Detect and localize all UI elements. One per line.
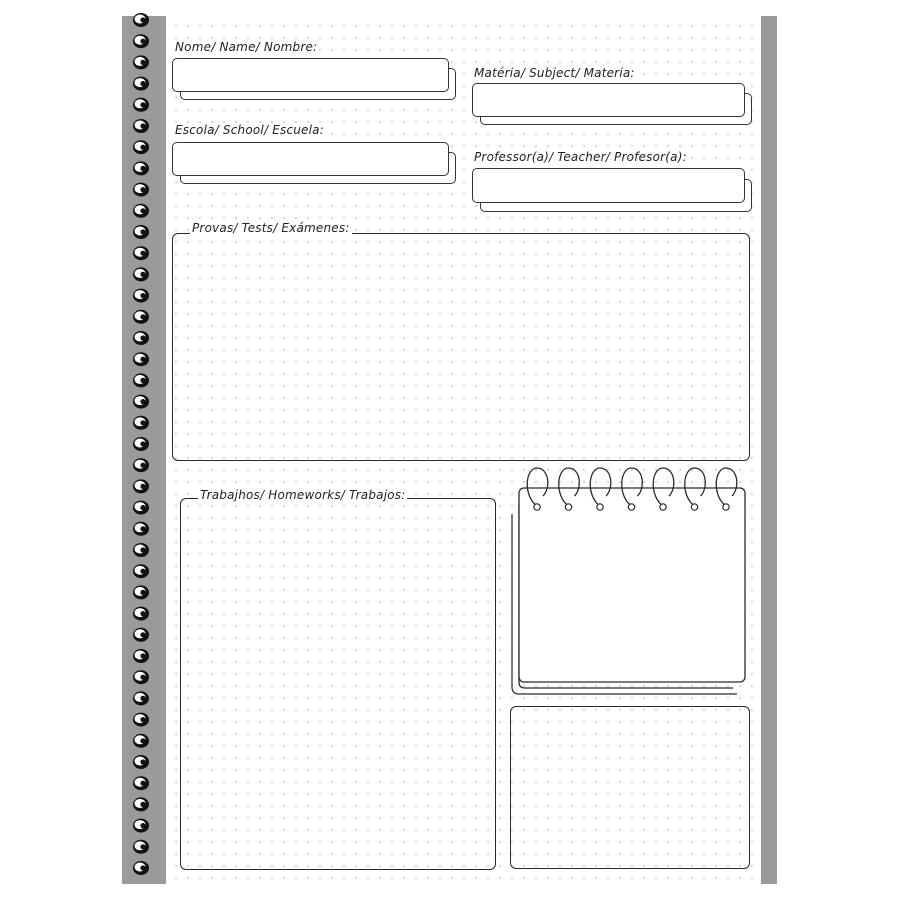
spiral-ring	[133, 649, 149, 663]
spiral-ring	[133, 543, 149, 557]
tests-label: Provas/ Tests/ Exámenes:	[192, 221, 350, 235]
school-label: Escola/ School/ Escuela:	[175, 123, 324, 137]
spiral-ring	[133, 522, 149, 536]
spiral-ring	[133, 246, 149, 260]
spiral-ring	[133, 183, 149, 197]
spiral-ring	[133, 713, 149, 727]
spiral-ring	[133, 352, 149, 366]
tests-box[interactable]	[172, 233, 750, 461]
right-edge-strip	[761, 16, 777, 884]
spiral-ring	[133, 607, 149, 621]
homework-label: Trabajhos/ Homeworks/ Trabajos:	[200, 488, 406, 502]
spiral-ring	[133, 840, 149, 854]
spiral-ring	[133, 479, 149, 493]
spiral-ring	[133, 13, 149, 27]
spiral-ring	[133, 98, 149, 112]
spiral-ring	[133, 77, 149, 91]
name-field[interactable]	[172, 58, 456, 102]
spiral-ring	[133, 734, 149, 748]
spiral-ring	[133, 395, 149, 409]
spiral-ring	[133, 310, 149, 324]
spiral-ring	[133, 585, 149, 599]
teacher-label: Professor(a)/ Teacher/ Profesor(a):	[474, 150, 687, 164]
spiral-ring	[133, 416, 149, 430]
spiral-ring	[133, 331, 149, 345]
spiral-ring	[133, 776, 149, 790]
subject-label: Matéria/ Subject/ Materia:	[474, 66, 635, 80]
name-label: Nome/ Name/ Nombre:	[175, 40, 318, 54]
spiral-ring	[133, 691, 149, 705]
spiral-ring	[133, 861, 149, 875]
spiral-ring	[133, 755, 149, 769]
spiral-ring	[133, 225, 149, 239]
notes-box[interactable]	[510, 706, 750, 869]
spiral-ring	[133, 501, 149, 515]
spiral-ring	[133, 161, 149, 175]
spiral-ring	[133, 34, 149, 48]
spiral-ring	[133, 819, 149, 833]
teacher-field[interactable]	[472, 168, 752, 214]
spiral-ring	[133, 289, 149, 303]
spiral-ring	[133, 204, 149, 218]
spiral-ring	[133, 140, 149, 154]
spiral-binding-icon	[126, 10, 156, 890]
spiral-ring	[133, 437, 149, 451]
spiral-ring	[133, 55, 149, 69]
homework-box[interactable]	[180, 498, 496, 870]
spiral-ring	[133, 373, 149, 387]
spiral-ring	[133, 670, 149, 684]
subject-field[interactable]	[472, 83, 752, 127]
spiral-ring	[133, 119, 149, 133]
spiral-notepad-icon[interactable]	[505, 462, 755, 697]
spiral-ring	[133, 458, 149, 472]
spiral-ring	[133, 267, 149, 281]
spiral-ring	[133, 797, 149, 811]
spiral-ring	[133, 564, 149, 578]
school-field[interactable]	[172, 142, 456, 186]
spiral-ring	[133, 628, 149, 642]
